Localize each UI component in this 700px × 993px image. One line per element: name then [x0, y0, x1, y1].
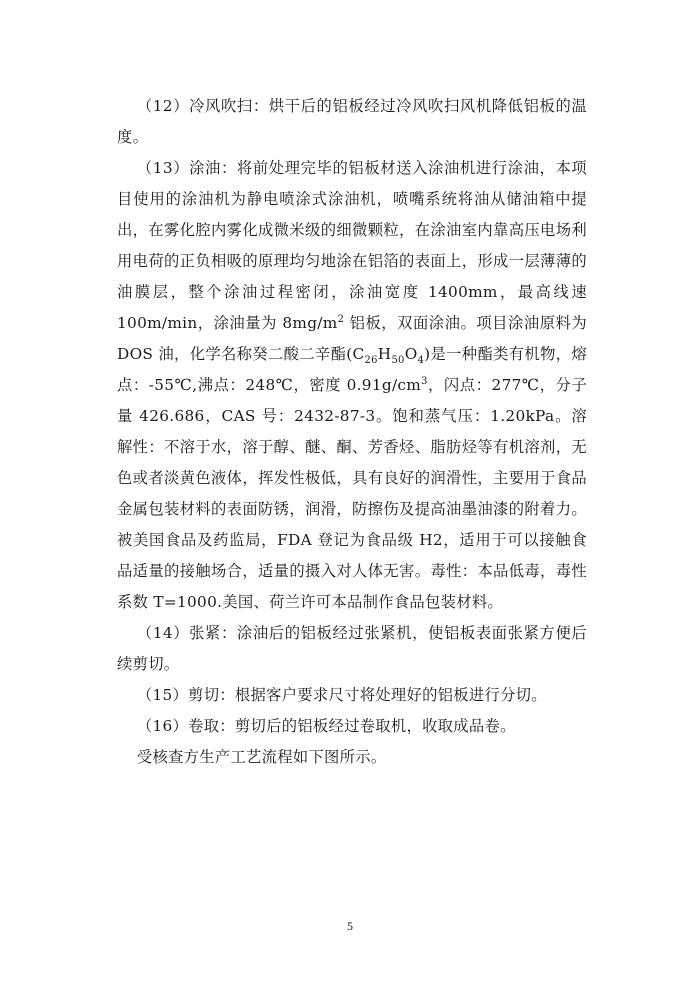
page-number: 5	[347, 919, 353, 933]
paragraph-cold-air-purge	[117, 91, 587, 153]
paragraph-text: （13）涂油：将前处理完毕的铝板材送入涂油机进行涂油，本项目使用的涂油机为静电喷涂式涂油机，喷嘴系统将油从储油箱中提出，在雾化腔内雾化成微米级的细微颗粒，在涂油室内靠高压电场利用电荷的正负相吸的原理均匀地涂在铝箔的表面上，形成一层薄薄的油膜层，整个涂油过程密闭，涂油宽度 1400mm，最高线速 100m/min，涂油量为 8mg/m	[117, 159, 587, 332]
paragraph-text: ，闪点：277℃，分子量 426.686，CAS 号：2432-87-3。饱和蒸气压：1.20kPa。溶解性：不溶于水，溶于醇、醚、酮、芳香烃、脂肪烃等有机溶剂，无色或者淡黄色液体，挥发性极低，具有良好的润滑性，主要用于食品金属包装材料的表面防锈，润滑，防擦伤及提高油墨油漆的附着力。被美国食品及药监局，FDA 登记为食品级 H2，适用于可以接触食品适量的接触场合，适量的摄入对人体无害。毒性：本品低毒，毒性系数 T=1000.美国、荷兰许可本品制作食品包装材料。	[117, 376, 587, 611]
paragraph-text: )是一种酯类有机物，熔点：-55℃,沸点：248℃，密度 0.91g/cm	[117, 345, 587, 394]
paragraph-text: （15）剪切：根据客户要求尺寸将处理好的铝板进行分切。	[136, 686, 547, 704]
paragraph-text: （16）卷取：剪切后的铝板经过卷取机，收取成品卷。	[136, 717, 516, 735]
paragraph-text: （14）张紧：涂油后的铝板经过张紧机，使铝板表面张紧方便后续剪切。	[117, 624, 587, 673]
paragraph-coiling	[117, 711, 587, 742]
subscript: 4	[417, 355, 425, 367]
subscript: 50	[391, 355, 405, 367]
superscript: 2	[337, 313, 345, 325]
paragraph-text: 铝板，双面涂油。项目涂油原料为 DOS 油，化学名称癸二酸二辛酯(C	[117, 314, 587, 363]
body-text	[117, 91, 587, 773]
paragraph-oiling	[117, 153, 587, 618]
paragraph-cutting	[117, 680, 587, 711]
paragraph-text: （12）冷风吹扫：烘干后的铝板经过冷风吹扫风机降低铝板的温度。	[117, 97, 587, 146]
paragraph-tensioning	[117, 618, 587, 680]
formula-text: H	[377, 345, 392, 363]
formula-text: O	[404, 345, 418, 363]
superscript: 3	[421, 375, 428, 387]
paragraph-text: 受核查方生产工艺流程如下图所示。	[136, 748, 387, 766]
paragraph-process-flow-intro	[117, 742, 587, 773]
subscript: 26	[364, 355, 378, 367]
